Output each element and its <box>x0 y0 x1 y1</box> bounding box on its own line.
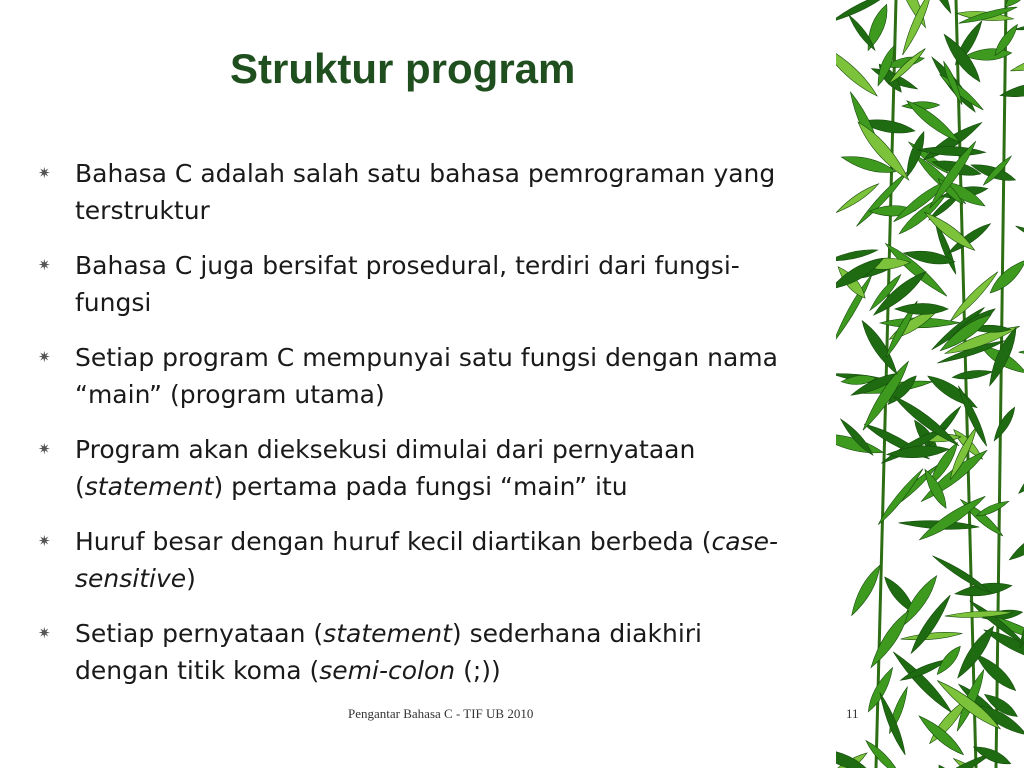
bullet-text: Setiap program C mempunyai satu fungsi dengan nama <box>75 343 778 372</box>
bullet-item <box>38 523 858 597</box>
bamboo-stem <box>996 0 1006 768</box>
bamboo-leaf <box>858 318 902 378</box>
italic-term: semi-colon <box>319 656 456 685</box>
bullet-text: Bahasa C juga bersifat prosedural, terdiri dari fungsi- <box>75 251 740 280</box>
bullet-item <box>38 155 858 229</box>
bullet-item <box>38 615 858 689</box>
bamboo-leaf <box>836 743 871 768</box>
italic-term: statement <box>84 472 214 501</box>
bullet-line <box>75 652 858 689</box>
bullet-line <box>75 468 858 505</box>
bullet-line <box>75 192 858 229</box>
bullet-text: ( <box>75 472 85 501</box>
bullet-line <box>75 339 858 376</box>
bamboo-leaf <box>1014 223 1024 257</box>
bamboo-leaf <box>1006 520 1024 564</box>
italic-term: case- <box>711 527 778 556</box>
bullet-text: fungsi <box>75 288 152 317</box>
asterisk-bullet-icon: ✷ <box>38 348 51 366</box>
bullet-line <box>75 560 858 597</box>
bullet-line <box>75 376 858 413</box>
asterisk-bullet-icon: ✷ <box>38 164 51 182</box>
bamboo-leaf <box>1015 441 1024 497</box>
bullet-text: ) <box>186 564 196 593</box>
bamboo-leaf <box>1019 348 1024 357</box>
bullet-text: Setiap pernyataan ( <box>75 619 324 648</box>
bullet-line <box>75 155 858 192</box>
bamboo-leaf <box>931 553 993 596</box>
asterisk-bullet-icon: ✷ <box>38 440 51 458</box>
bamboo-leaf <box>952 368 993 381</box>
bullet-item <box>38 431 858 505</box>
bullet-item <box>38 247 858 321</box>
bullet-line <box>75 523 858 560</box>
bullet-text: dengan titik koma ( <box>75 656 320 685</box>
bamboo-leaf <box>1009 43 1024 76</box>
bullet-list <box>38 155 858 707</box>
italic-term: statement <box>323 619 452 648</box>
bullet-text: Program akan dieksekusi dimulai dari pernyataan <box>75 435 696 464</box>
bamboo-leaf <box>864 665 897 714</box>
bullet-line <box>75 431 858 468</box>
bullet-text: Bahasa C adalah salah satu bahasa pemrograman yang <box>75 159 776 188</box>
italic-term: sensitive <box>75 564 187 593</box>
bullet-line <box>75 615 858 652</box>
bamboo-leaf <box>882 240 950 300</box>
bullet-text: “main” (program utama) <box>75 380 385 409</box>
bamboo-leaf <box>941 60 965 106</box>
bullet-text: (;)) <box>455 656 501 685</box>
bamboo-leaf <box>900 630 962 642</box>
bullet-line <box>75 284 858 321</box>
bullet-text: ) pertama pada fungsi “main” itu <box>213 472 628 501</box>
slide-footer: Pengantar Bahasa C - TIF UB 2010 <box>348 706 534 721</box>
bullet-text: Huruf besar dengan huruf kecil diartikan berbeda ( <box>75 527 712 556</box>
asterisk-bullet-icon: ✷ <box>38 532 51 550</box>
bamboo-leaf <box>863 2 893 53</box>
bamboo-leaf <box>999 78 1024 100</box>
bamboo-leaf <box>991 405 1018 443</box>
asterisk-bullet-icon: ✷ <box>38 624 51 642</box>
bamboo-leaf <box>895 303 948 314</box>
bamboo-leaf <box>916 712 967 759</box>
bamboo-leaf <box>854 170 910 229</box>
bullet-text: ) sederhana diakhiri <box>451 619 702 648</box>
asterisk-bullet-icon: ✷ <box>38 256 51 274</box>
bullet-text: terstruktur <box>75 196 210 225</box>
bullet-item <box>38 339 858 413</box>
bamboo-leaf <box>921 208 977 254</box>
slide-title: Struktur program <box>230 45 576 92</box>
page-number: 11 <box>846 706 859 721</box>
bullet-line <box>75 247 858 284</box>
bamboo-leaves-icon <box>836 0 1024 768</box>
